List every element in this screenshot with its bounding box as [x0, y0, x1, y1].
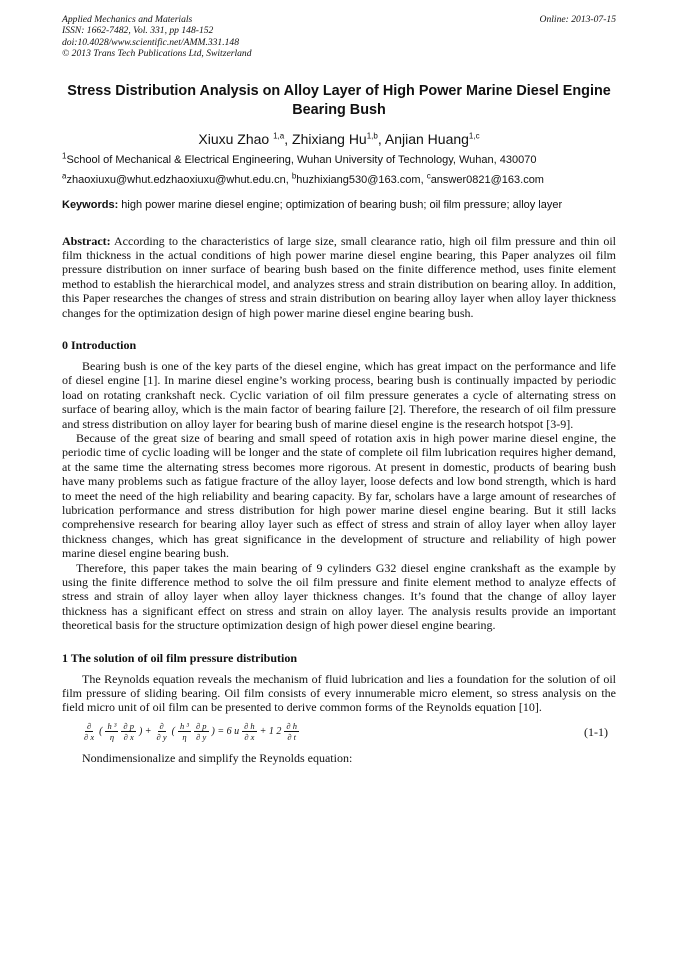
email-marker: b — [291, 171, 297, 181]
keywords — [62, 199, 616, 213]
copyright-line: © 2013 Trans Tech Publications Ltd, Switzerland — [62, 48, 252, 60]
paper-page — [62, 14, 616, 765]
abstract — [62, 234, 616, 320]
equation-number: (1-1) — [584, 724, 608, 739]
author-affil-marker: 1,a — [273, 131, 285, 141]
equation-formula: $\frac{\partial}{\partial x}$ ( $\frac{\text{h ³}}{\eta}$ $\frac{\partial p}{\partial x}$ ) + $\frac{\partial}{\partial y}$ ( $\frac{\text{h ³}}{\eta}$ $\frac{\partial p}{\partial y}$ ) = 6 u $\frac{\partial h}{\partial x}$ + 1 2 $\frac{\partial h}{\partial t}$ — [84, 721, 297, 743]
author-list: Xiuxu Zhao $^{1,a}$, Zhixiang Hu$^{1,b}$, Anjian Huang$^{1,c}$ — [198, 131, 480, 147]
author-affil-marker: 1,b — [366, 131, 378, 141]
journal-name: Applied Mechanics and Materials — [62, 14, 193, 25]
email-marker: c — [426, 171, 431, 181]
abstract-text: According to the characteristics of large size, small clearance ratio, high oil film pressure and thin oil film thickness in the actual conditions of high power marine diesel engine bearing, this Paper analyzes oil film pressure distribution on inner surface of bearing bush based on the finite difference method, uses finite element method to establish the hierarchical model, and analyzes stress and strain distribution on bearing alloy. In addition, this Paper researches the changes of stress and strain distribution on bearing alloy layer when alloy layer thickness changes for the optimization design of high power marine diesel engine bearing bush. — [62, 233, 616, 320]
section-heading-introduction: 0 Introduction — [62, 337, 137, 352]
body-paragraph: Bearing bush is one of the key parts of the diesel engine, which has great impact on the performance and life of diesel engine [1]. In marine diesel engine’s working process, bearing bush is continually impacted by periodic load on rotating crankshaft neck. Cyclic variation of oil film pressure generates a cycle of alternating stress on surface of bearing alloy, which is the main factor of bearing failure [2]. Therefore, the research of oil film pressure and stress distribution on alloy layer for bearing bush of marine diesel engine is the research hotspot [3-9]. — [62, 358, 616, 431]
author-name: Xiuxu Zhao — [198, 131, 270, 147]
email-link: huzhixiang530@163.com, — [296, 174, 427, 186]
paper-title: Stress Distribution Analysis on Alloy Layer of High Power Marine Diesel Engine Bearing Bush — [67, 83, 611, 118]
section-heading-solution: 1 The solution of oil film pressure distribution — [62, 650, 298, 665]
email-list — [62, 173, 616, 187]
issn-line: ISSN: 1662-7482, Vol. 331, pp 148-152 — [62, 25, 214, 37]
email-link: answer0821@163.com — [430, 174, 544, 186]
body-paragraph: Therefore, this paper takes the main bearing of 9 cylinders G32 diesel engine crankshaft as the example by using the finite difference method to solve the oil film pressure and finite element method to analyze effects of stress and strain of alloy layer when alloy layer thickness changes. It’s found that the change of alloy layer thickness has a significant effect on stress and strain on alloy layer. The analysis results provide an important theoretical basis for the structure optimization design of high power diesel engine bearing. — [62, 560, 616, 633]
journal-header — [62, 14, 616, 66]
author-affil-marker: 1,c — [468, 131, 480, 141]
reynolds-equation — [62, 719, 616, 745]
body-paragraph: The Reynolds equation reveals the mechanism of fluid lubrication and lies a foundation for the solution of oil film pressure of sliding bearing. Oil film consists of every innumerable micro element, so stress analysis on the field micro unit of oil film can be presented to derive common forms of the Reynolds equation [10]. — [62, 671, 616, 715]
online-date: Online: 2013-07-15 — [539, 14, 616, 25]
keywords-text: high power marine diesel engine; optimization of bearing bush; oil film pressure; alloy layer — [118, 199, 563, 211]
affil-marker: 1 — [62, 151, 67, 161]
author-name: Anjian Huang — [384, 131, 469, 147]
body-paragraph: Because of the great size of bearing and small speed of rotation axis in high power marine diesel engine, the periodic time of cyclic loading will be longer and the state of complete oil film lubrication requires higher demand, at the same time the alternating stress becomes more rigorous. At present in domestic, products of bearing bush have many problems such as fatigue fracture of the alloy layer, loose defects and low bond strength, which is hard to meet the need of the high reliability and bearing capacity. By far, scholars have a large amount of researches of lubrication performance and stress distribution for high power marine diesel engine bearing. But it still lacks comprehensive research for bearing alloy layer such as effect of stress and strain of alloy layer when alloy layer thickness changes, which has great significance in the development of structure and reliability of high power marine diesel engine bearing bush. — [62, 430, 616, 561]
abstract-label: Abstract: — [62, 233, 111, 248]
doi-line: doi:10.4028/www.scientific.net/AMM.331.148 — [62, 36, 240, 48]
author-name: Zhixiang Hu — [292, 131, 367, 147]
email-marker: a — [62, 171, 67, 181]
keywords-label: Keywords: — [62, 199, 119, 211]
affiliation — [62, 153, 616, 167]
body-paragraph: Nondimensionalize and simplify the Reynolds equation: — [82, 750, 353, 765]
affil-text: School of Mechanical & Electrical Engineering, Wuhan University of Technology, Wuhan, 430070 — [66, 154, 537, 166]
email-link: zhaoxiuxu@whut.edzhaoxiuxu@whut.edu.cn, — [66, 174, 292, 186]
